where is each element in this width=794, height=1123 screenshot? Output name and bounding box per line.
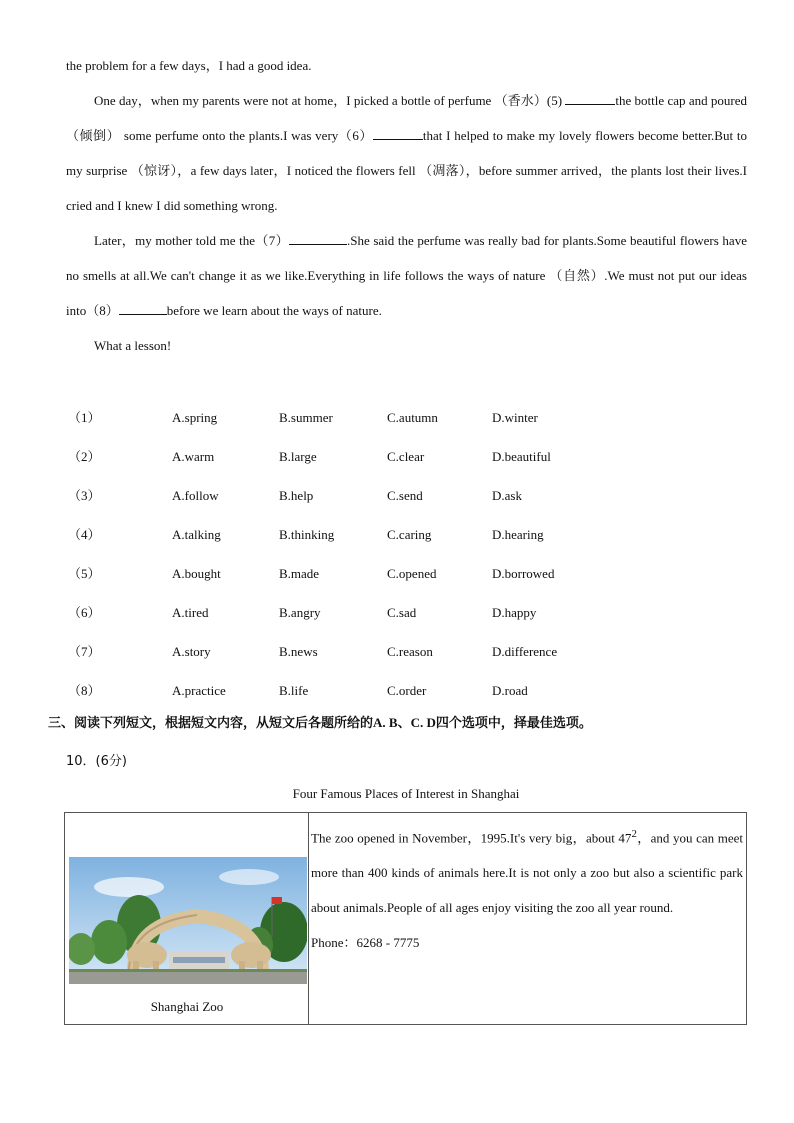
places-table — [64, 812, 747, 1025]
table-image-caption: Shanghai Zoo — [150, 999, 224, 1014]
option-d: D.ask — [492, 488, 522, 503]
passage-paragraph-3: What a lesson! — [94, 338, 172, 353]
zoo-description-a: The zoo opened in November，1995.It's very big，about 47 — [311, 830, 632, 846]
option-row — [66, 476, 706, 515]
option-b: B.help — [279, 488, 314, 503]
option-c: C.caring — [387, 527, 432, 542]
option-a: A.talking — [172, 527, 221, 542]
shanghai-zoo-photo — [69, 857, 307, 984]
option-number: （3） — [68, 488, 101, 503]
paragraph-1-text-a: One day，when my parents were not at home，I picked a bottle of perfume （香水）(5) — [94, 93, 563, 108]
option-a: A.warm — [172, 449, 215, 464]
option-c: C.sad — [387, 605, 417, 620]
option-number: （2） — [68, 449, 101, 464]
option-number: （4） — [68, 527, 101, 542]
zoo-description-b: ，and you can meet more than 400 kinds of animals here.It is not only a zoo but also a scientific park about animals.People of all ages enjoy visiting the zoo all year round. — [311, 830, 743, 916]
paragraph-2-text-a: Later，my mother told me the（7） — [94, 233, 289, 248]
option-c: C.clear — [387, 449, 425, 464]
option-b: B.news — [279, 644, 318, 659]
option-b: B.thinking — [279, 527, 335, 542]
section-3-heading — [48, 712, 592, 731]
option-b: B.summer — [279, 410, 333, 425]
option-d: D.road — [492, 683, 528, 698]
passage-line-top: the problem for a few days，I had a good idea. — [66, 58, 312, 73]
answer-blank-7 — [289, 230, 347, 245]
section-3-suffix: 四个选项中，择最佳选项。 — [435, 716, 592, 731]
option-d: D.beautiful — [492, 449, 551, 464]
option-d: D.happy — [492, 605, 537, 620]
table-title: Four Famous Places of Interest in Shanghai — [292, 786, 520, 801]
option-b: B.life — [279, 683, 309, 698]
option-a: A.spring — [172, 410, 218, 425]
option-c: C.autumn — [387, 410, 438, 425]
table-image-cell — [65, 813, 309, 1024]
option-number: （1） — [68, 410, 101, 425]
section-3-letters: A. B、C. D — [373, 715, 436, 730]
option-d: D.difference — [492, 644, 558, 659]
options-list — [66, 398, 706, 710]
option-c: C.send — [387, 488, 423, 503]
option-row — [66, 554, 706, 593]
passage-paragraph-1 — [66, 83, 747, 223]
option-a: A.practice — [172, 683, 226, 698]
option-number: （8） — [68, 683, 101, 698]
table-description-cell — [311, 817, 743, 960]
option-c: C.reason — [387, 644, 433, 659]
option-b: B.large — [279, 449, 317, 464]
paragraph-2-text-b: .She said the perfume was really bad for plants.Some beautiful flowers have no smells at all.We can't change it as we like.Everything in life follows the ways of nature （自然）.We must not put our ideas into（8） — [66, 233, 747, 318]
option-c: C.order — [387, 683, 427, 698]
option-number: （5） — [68, 566, 101, 581]
option-row — [66, 515, 706, 554]
option-row — [66, 671, 706, 710]
option-d: D.borrowed — [492, 566, 555, 581]
option-row — [66, 437, 706, 476]
question-10-number: 10．(6分) — [66, 754, 127, 769]
answer-blank-5 — [565, 90, 615, 105]
option-d: D.hearing — [492, 527, 544, 542]
option-number: （7） — [68, 644, 101, 659]
zoo-phone: Phone：6268 - 7775 — [311, 935, 420, 951]
option-number: （6） — [68, 605, 101, 620]
option-a: A.tired — [172, 605, 209, 620]
option-c: C.opened — [387, 566, 437, 581]
paragraph-2-text-c: before we learn about the ways of nature. — [166, 303, 382, 318]
option-row — [66, 593, 706, 632]
paragraph-1-text-c: that I helped to make my lovely flowers become better.But to my surprise （惊讶），a few days later，I noticed the flowers fell （凋落），before summer arrived，the plants lost their lives.I cried and I knew I did something wrong. — [66, 128, 747, 213]
answer-blank-6 — [373, 125, 423, 140]
passage-paragraph-2 — [66, 223, 747, 328]
option-d: D.winter — [492, 410, 538, 425]
option-a: A.bought — [172, 566, 221, 581]
option-b: B.made — [279, 566, 320, 581]
option-a: A.story — [172, 644, 211, 659]
option-row — [66, 398, 706, 437]
option-row — [66, 632, 706, 671]
option-a: A.follow — [172, 488, 219, 503]
section-3-prefix: 三、阅读下列短文，根据短文内容，从短文后各题所给的 — [48, 716, 374, 731]
area-superscript: 2 — [631, 828, 637, 840]
paragraph-1-text-b: the bottle cap and poured （倾倒） some perfume onto the plants.I was very（6） — [66, 93, 747, 143]
answer-blank-8 — [119, 300, 167, 315]
option-b: B.angry — [279, 605, 321, 620]
